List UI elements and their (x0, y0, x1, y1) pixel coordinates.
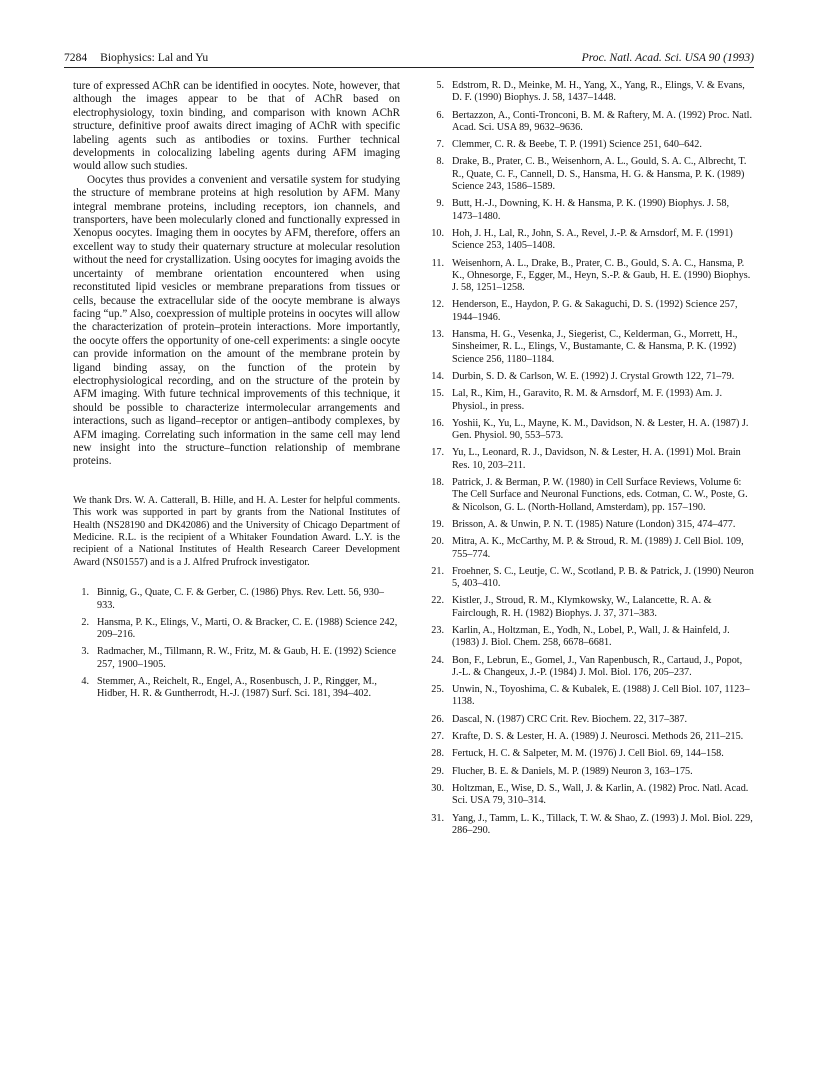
reference-item (428, 566, 754, 591)
reference-item (73, 646, 400, 671)
reference-text: Bon, F., Lebrun, E., Gomel, J., Van Rapenbusch, R., Cartaud, J., Popot, J.-L. & Changeux, J.-P. (1984) J. Mol. Biol. 176, 205–237. (452, 654, 743, 678)
reference-text: Holtzman, E., Wise, D. S., Wall, J. & Karlin, A. (1982) Proc. Natl. Acad. Sci. USA 79, 310–314. (452, 782, 749, 807)
reference-text: Drake, B., Prater, C. B., Weisenhorn, A. L., Gould, S. A. C., Albrecht, T. R., Quate, C. F., Cannell, D. S., Hansma, H. G. & Hansma, P. K. (1989) Science 243, 1586–1589. (452, 156, 747, 193)
reference-text: Durbin, S. D. & Carlson, W. E. (1992) J. Crystal Growth 122, 71–79. (452, 370, 735, 382)
reference-number: 15. (431, 388, 444, 400)
acknowledgment: We thank Drs. W. A. Catterall, B. Hille, and H. A. Lester for helpful comments. This work was supported in part by grants from the National Institutes of Health (NS28190 and DK42086) and the University of Chicago Department of Medicine. R.L. is the recipient of a Whitaker Foundation Award. L.Y. is the recipient of a National Institutes of Health Research Career Development Award (NS01557) and is a J. Alfred Prufrock investigator. (73, 494, 400, 568)
reference-item (428, 595, 754, 620)
reference-text: Yu, L., Leonard, R. J., Davidson, N. & Lester, H. A. (1991) Mol. Brain Res. 10, 203–211. (452, 447, 741, 471)
reference-number: 2. (81, 616, 89, 628)
reference-number: 3. (81, 646, 89, 658)
reference-item (73, 617, 400, 642)
reference-text: Binnig, G., Quate, C. F. & Gerber, C. (1986) Phys. Rev. Lett. 56, 930–933. (97, 587, 385, 611)
reference-item (428, 536, 754, 561)
reference-number: 18. (431, 477, 444, 489)
page-number: 7284 (64, 51, 88, 64)
reference-text: Henderson, E., Haydon, P. G. & Sakaguchi, D. S. (1992) Science 257, 1944–1946. (452, 299, 738, 323)
reference-item (428, 198, 754, 223)
reference-item (428, 258, 754, 295)
reference-text: Patrick, J. & Berman, P. W. (1980) in Cell Surface Reviews, Volume 6: The Cell Surface and Neuronal Functions, eds. Cotman, C. W., Poste, G. & Nicolson, G. L. (North-Holland, Amsterdam), pp. 157–190. (452, 477, 748, 513)
reference-number: 28. (431, 748, 444, 760)
reference-number: 14. (431, 370, 444, 382)
reference-number: 31. (431, 812, 444, 824)
reference-text: Hansma, P. K., Elings, V., Marti, O. & Bracker, C. E. (1988) Science 242, 209–216. (97, 616, 398, 641)
reference-item (428, 714, 754, 726)
section-title: Biophysics: Lal and Yu (100, 51, 209, 64)
reference-text: Hansma, H. G., Vesenka, J., Siegerist, C., Kelderman, G., Morrett, H., Sinsheimer, R. L., Elings, V., Bustamante, C. & Hansma, P. K. (1992) Science 256, 1180–1184. (452, 329, 738, 365)
reference-item (428, 477, 754, 514)
reference-number: 1. (81, 587, 89, 599)
reference-number: 24. (431, 654, 444, 666)
reference-number: 25. (431, 684, 444, 696)
header-left (64, 50, 208, 66)
reference-item (428, 139, 754, 151)
reference-number: 11. (431, 257, 444, 269)
reference-item (428, 684, 754, 709)
reference-item (428, 80, 754, 105)
reference-number: 5. (436, 80, 444, 91)
reference-item (73, 587, 400, 612)
reference-text: Lal, R., Kim, H., Garavito, R. M. & Arnsdorf, M. F. (1993) Am. J. Physiol., in press. (452, 388, 722, 412)
reference-number: 9. (436, 198, 444, 210)
right-column (428, 80, 754, 842)
reference-text: Yang, J., Tamm, L. K., Tillack, T. W. & Shao, Z. (1993) J. Mol. Biol. 229, 286–290. (452, 812, 753, 836)
reference-text: Weisenhorn, A. L., Drake, B., Prater, C. B., Gould, S. A. C., Hansma, P. K., Ohnesorge, F., Egger, M., Heyn, S.-P. & Gaub, H. E. (1990) Biophys. J. 58, 1251–1258. (452, 257, 751, 294)
header-rule (64, 67, 754, 68)
reference-number: 16. (431, 417, 444, 429)
reference-item (428, 371, 754, 383)
reference-item (428, 156, 754, 193)
reference-item (428, 299, 754, 324)
reference-number: 30. (431, 782, 444, 794)
running-header (64, 50, 754, 66)
reference-item (428, 731, 754, 743)
reference-text: Karlin, A., Holtzman, E., Yodh, N., Lobel, P., Wall, J. & Hainfeld, J. (1983) J. Biol. Chem. 258, 6678–6681. (452, 624, 730, 649)
reference-item (428, 625, 754, 650)
body-paragraph-2: Oocytes thus provides a convenient and versatile system for studying the structure of membrane proteins at high resolution by AFM. Many integral membrane proteins, including receptors, ion channels, and transporters, have been molecularly cloned and functionally expressed in Xenopus oocytes. Imaging them in oocytes by AFM, therefore, offers an excellent way to study their quaternary structure at molecular resolution without the need for crystallization. Using oocytes for imaging avoids the uncertainty of membrane orientation encountered when using reconstituted lipid vesicles or membrane preparations from tissues or cells, because the extracellular side of the oocyte membrane is always facing “up.” Also, coexpression of multiple proteins in oocytes will allow the characterization of protein–protein interactions. More importantly, the oocyte offers the opportunity of one-cell experiments: a single oocyte can provide information on the amount of the membrane protein by ligand binding assay, on the function of the protein by electrophysiological recording, and on the structure of the protein by AFM imaging. With future technical improvements of this technique, it should be possible to characterize intermolecular arrangements and interactions, such as ligand–receptor or antigen–antibody complexes, by AFM imaging. Correlating such information in the same cell may lend new insight into the structure–function relationship of membrane proteins. (73, 173, 400, 468)
reference-item (428, 748, 754, 760)
reference-text: Froehner, S. C., Leutje, C. W., Scotland, P. B. & Patrick, J. (1990) Neuron 5, 403–410. (452, 565, 754, 590)
journal-citation: Proc. Natl. Acad. Sci. USA 90 (1993) (581, 51, 754, 64)
reference-number: 22. (431, 595, 444, 607)
reference-item (428, 418, 754, 443)
reference-text: Radmacher, M., Tillmann, R. W., Fritz, M. & Gaub, H. E. (1992) Science 257, 1900–1905. (97, 646, 396, 670)
reference-item (428, 519, 754, 531)
reference-number: 10. (431, 227, 444, 239)
reference-text: Yoshii, K., Yu, L., Mayne, K. M., Davidson, N. & Lester, H. A. (1987) J. Gen. Physiol. 90, 553–573. (452, 417, 749, 442)
left-column (73, 80, 400, 706)
reference-text: Mitra, A. K., McCarthy, M. P. & Stroud, R. M. (1989) J. Cell Biol. 109, 755–774. (452, 536, 744, 560)
reference-number: 13. (431, 329, 444, 341)
reference-item (428, 329, 754, 366)
reference-text: Edstrom, R. D., Meinke, M. H., Yang, X., Yang, R., Elings, V. & Evans, D. F. (1990) Biophys. J. 58, 1437–1448. (452, 80, 745, 104)
reference-list-right (428, 80, 754, 837)
reference-text: Flucher, B. E. & Daniels, M. P. (1989) Neuron 3, 163–175. (452, 765, 693, 777)
reference-item (428, 110, 754, 135)
reference-text: Fertuck, H. C. & Salpeter, M. M. (1976) J. Cell Biol. 69, 144–158. (452, 748, 724, 760)
reference-list-left (73, 587, 400, 700)
reference-text: Butt, H.-J., Downing, K. H. & Hansma, P. K. (1990) Biophys. J. 58, 1473–1480. (452, 198, 730, 222)
reference-text: Hoh, J. H., Lal, R., John, S. A., Revel, J.-P. & Arnsdorf, M. F. (1991) Science 253, 1405–1408. (452, 227, 733, 252)
reference-text: Stemmer, A., Reichelt, R., Engel, A., Rosenbusch, J. P., Ringger, M., Hidber, H. R. & Guntherrodt, H.-J. (1987) Surf. Sci. 181, 394–402. (97, 676, 377, 700)
reference-number: 23. (431, 624, 444, 636)
reference-item (428, 447, 754, 472)
reference-number: 6. (436, 109, 444, 121)
reference-text: Bertazzon, A., Conti-Tronconi, B. M. & Raftery, M. A. (1992) Proc. Natl. Acad. Sci. USA 89, 9632–9636. (452, 109, 753, 133)
reference-number: 26. (431, 713, 444, 725)
reference-item (428, 228, 754, 253)
reference-text: Krafte, D. S. & Lester, H. A. (1989) J. Neurosci. Methods 26, 211–215. (452, 731, 744, 743)
reference-number: 19. (431, 518, 444, 530)
reference-item (428, 766, 754, 778)
reference-item (428, 655, 754, 680)
reference-number: 20. (431, 536, 444, 548)
reference-item (428, 783, 754, 808)
body-paragraph-1: ture of expressed AChR can be identified in oocytes. Note, however, that although the images appear to be that of AChR based on electrophysiology, toxin binding, and comparison with known AChR structure, definitive proof awaits direct imaging of AChR with specific labeling agents such as antibodies or toxins. Further technical developments in colocalizing labeling agents during AFM imaging would allow such studies. (73, 80, 400, 173)
reference-item (73, 676, 400, 701)
reference-number: 12. (431, 299, 444, 311)
reference-text: Kistler, J., Stroud, R. M., Klymkowsky, W., Lalancette, R. A. & Fairclough, R. H. (1982) Biophys. J. 37, 371–383. (452, 595, 712, 619)
reference-number: 21. (431, 565, 444, 577)
reference-number: 7. (436, 139, 444, 151)
reference-text: Unwin, N., Toyoshima, C. & Kubalek, E. (1988) J. Cell Biol. 107, 1123–1138. (452, 684, 750, 708)
reference-item (428, 388, 754, 413)
reference-number: 8. (436, 156, 444, 168)
reference-item (428, 813, 754, 838)
reference-number: 17. (431, 447, 444, 459)
reference-number: 29. (431, 765, 444, 777)
reference-number: 4. (81, 676, 89, 687)
reference-text: Dascal, N. (1987) CRC Crit. Rev. Biochem. 22, 317–387. (452, 713, 688, 725)
reference-number: 27. (431, 731, 444, 743)
reference-text: Clemmer, C. R. & Beebe, T. P. (1991) Science 251, 640–642. (452, 139, 702, 151)
reference-text: Brisson, A. & Unwin, P. N. T. (1985) Nature (London) 315, 474–477. (452, 518, 736, 530)
